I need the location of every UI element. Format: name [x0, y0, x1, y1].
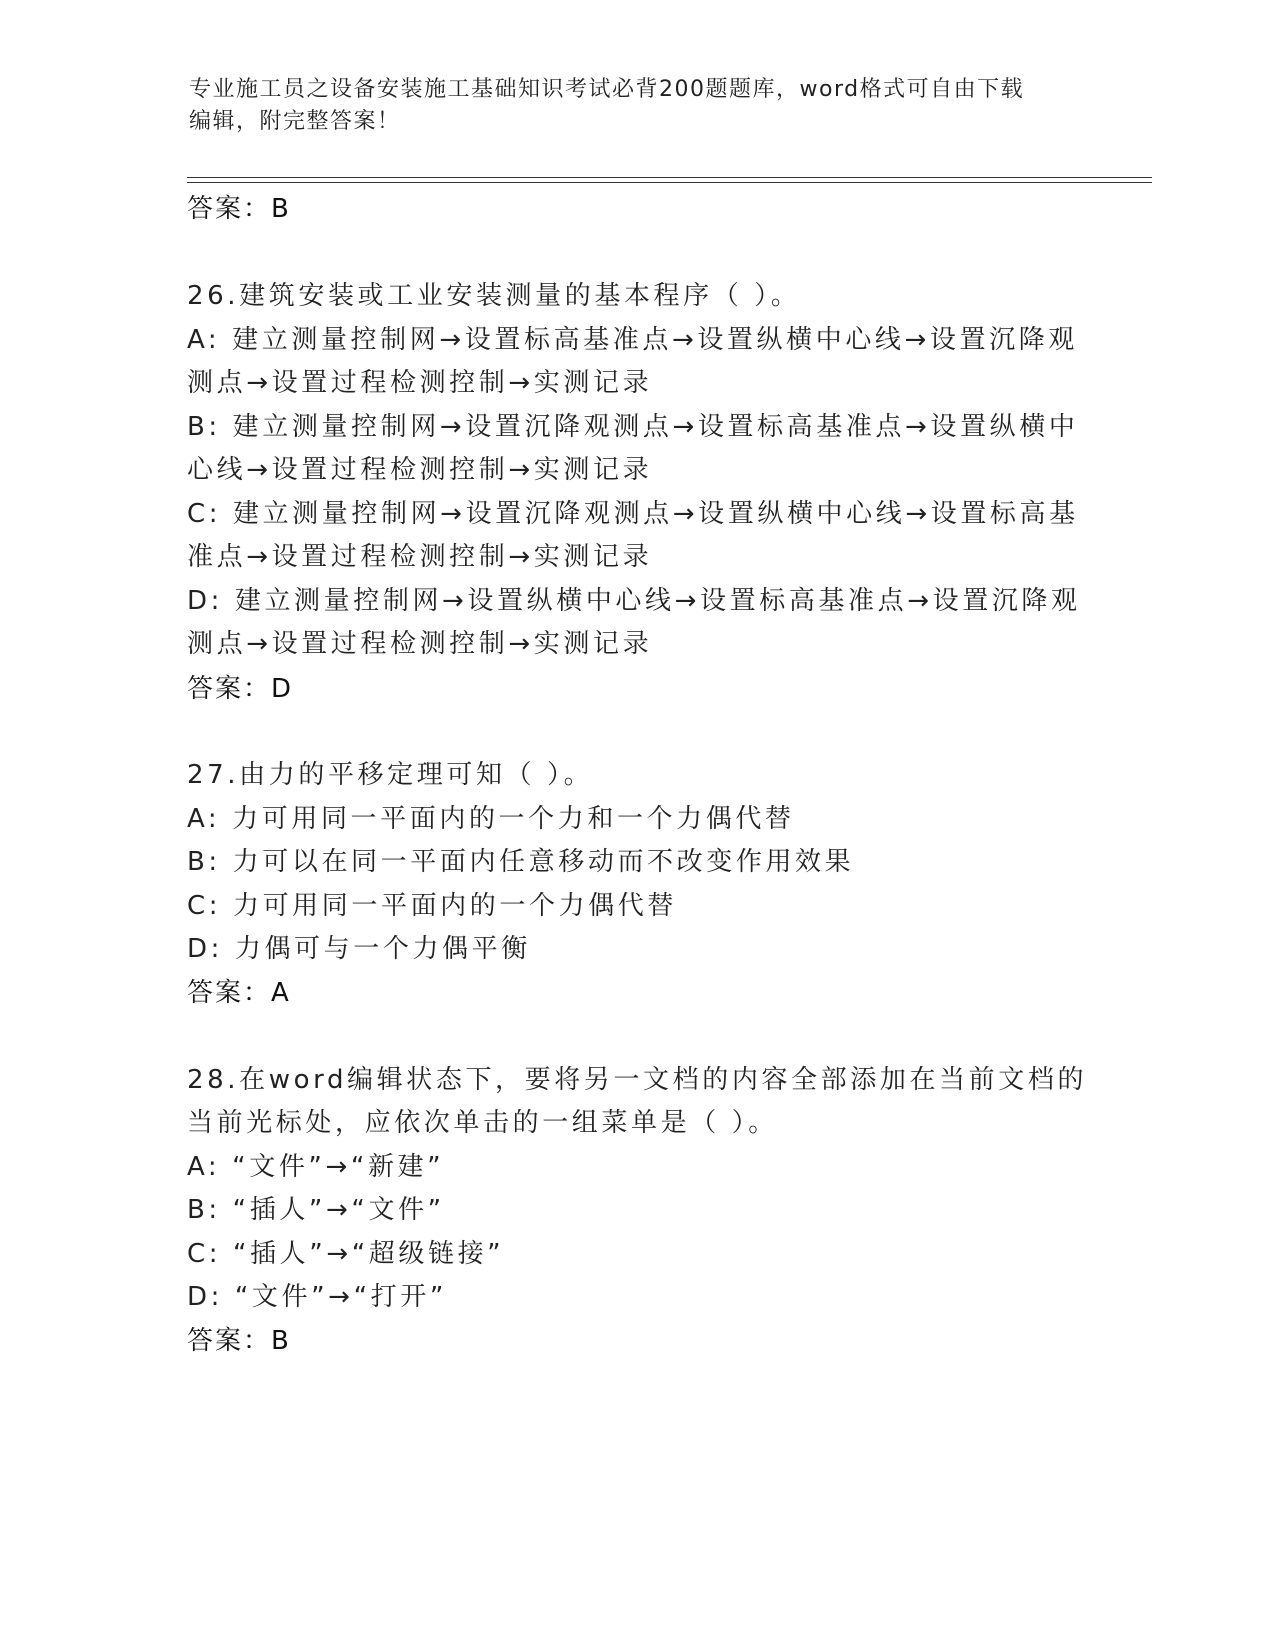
- option-c-line-2: 准点→设置过程检测控制→实测记录: [187, 542, 653, 572]
- option-d-line-2: 测点→设置过程检测控制→实测记录: [187, 629, 653, 659]
- header-divider-top: [187, 177, 1152, 178]
- previous-answer: 答案：B: [187, 194, 291, 224]
- option-c: C: 力可用同一平面内的一个力偶代替: [187, 891, 677, 921]
- option-c: C: “插人”→“超级链接”: [187, 1239, 505, 1269]
- header-divider-bottom: [187, 182, 1152, 183]
- option-a-line-1: A: 建立测量控制网→设置标高基准点→设置纵横中心线→设置沉降观: [187, 325, 1078, 355]
- option-d: D: “文件”→“打开”: [187, 1282, 447, 1312]
- document-header: [189, 74, 1089, 138]
- question-stem: 27.由力的平移定理可知（ ）。: [187, 760, 594, 790]
- header-line-1: 专业施工员之设备安装施工基础知识考试必背200题题库，word格式可自由下载: [189, 77, 1025, 102]
- answer: 答案：B: [187, 1326, 291, 1356]
- question-stem-line-1: 28.在word编辑状态下，要将另一文档的内容全部添加在当前文档的: [187, 1065, 1088, 1095]
- header-line-2: 编辑，附完整答案！: [189, 109, 401, 134]
- option-d-line-1: D: 建立测量控制网→设置纵横中心线→设置标高基准点→设置沉降观: [187, 586, 1081, 616]
- option-d: D: 力偶可与一个力偶平衡: [187, 934, 531, 964]
- question-stem-line-2: 当前光标处，应依次单击的一组菜单是（ ）。: [187, 1108, 778, 1138]
- option-b: B: “插人”→“文件”: [187, 1195, 445, 1225]
- option-c-line-1: C: 建立测量控制网→设置沉降观测点→设置纵横中心线→设置标高基: [187, 499, 1079, 529]
- question-stem: 26.建筑安装或工业安装测量的基本程序（ ）。: [187, 281, 801, 311]
- answer: 答案：A: [187, 978, 291, 1008]
- option-a: A: “文件”→“新建”: [187, 1152, 445, 1182]
- option-a: A: 力可用同一平面内的一个力和一个力偶代替: [187, 804, 795, 834]
- option-b-line-1: B: 建立测量控制网→设置沉降观测点→设置标高基准点→设置纵横中: [187, 412, 1079, 442]
- answer: 答案：D: [187, 674, 294, 704]
- option-b-line-2: 心线→设置过程检测控制→实测记录: [187, 455, 653, 485]
- option-b: B: 力可以在同一平面内任意移动而不改变作用效果: [187, 847, 855, 877]
- option-a-line-2: 测点→设置过程检测控制→实测记录: [187, 368, 653, 398]
